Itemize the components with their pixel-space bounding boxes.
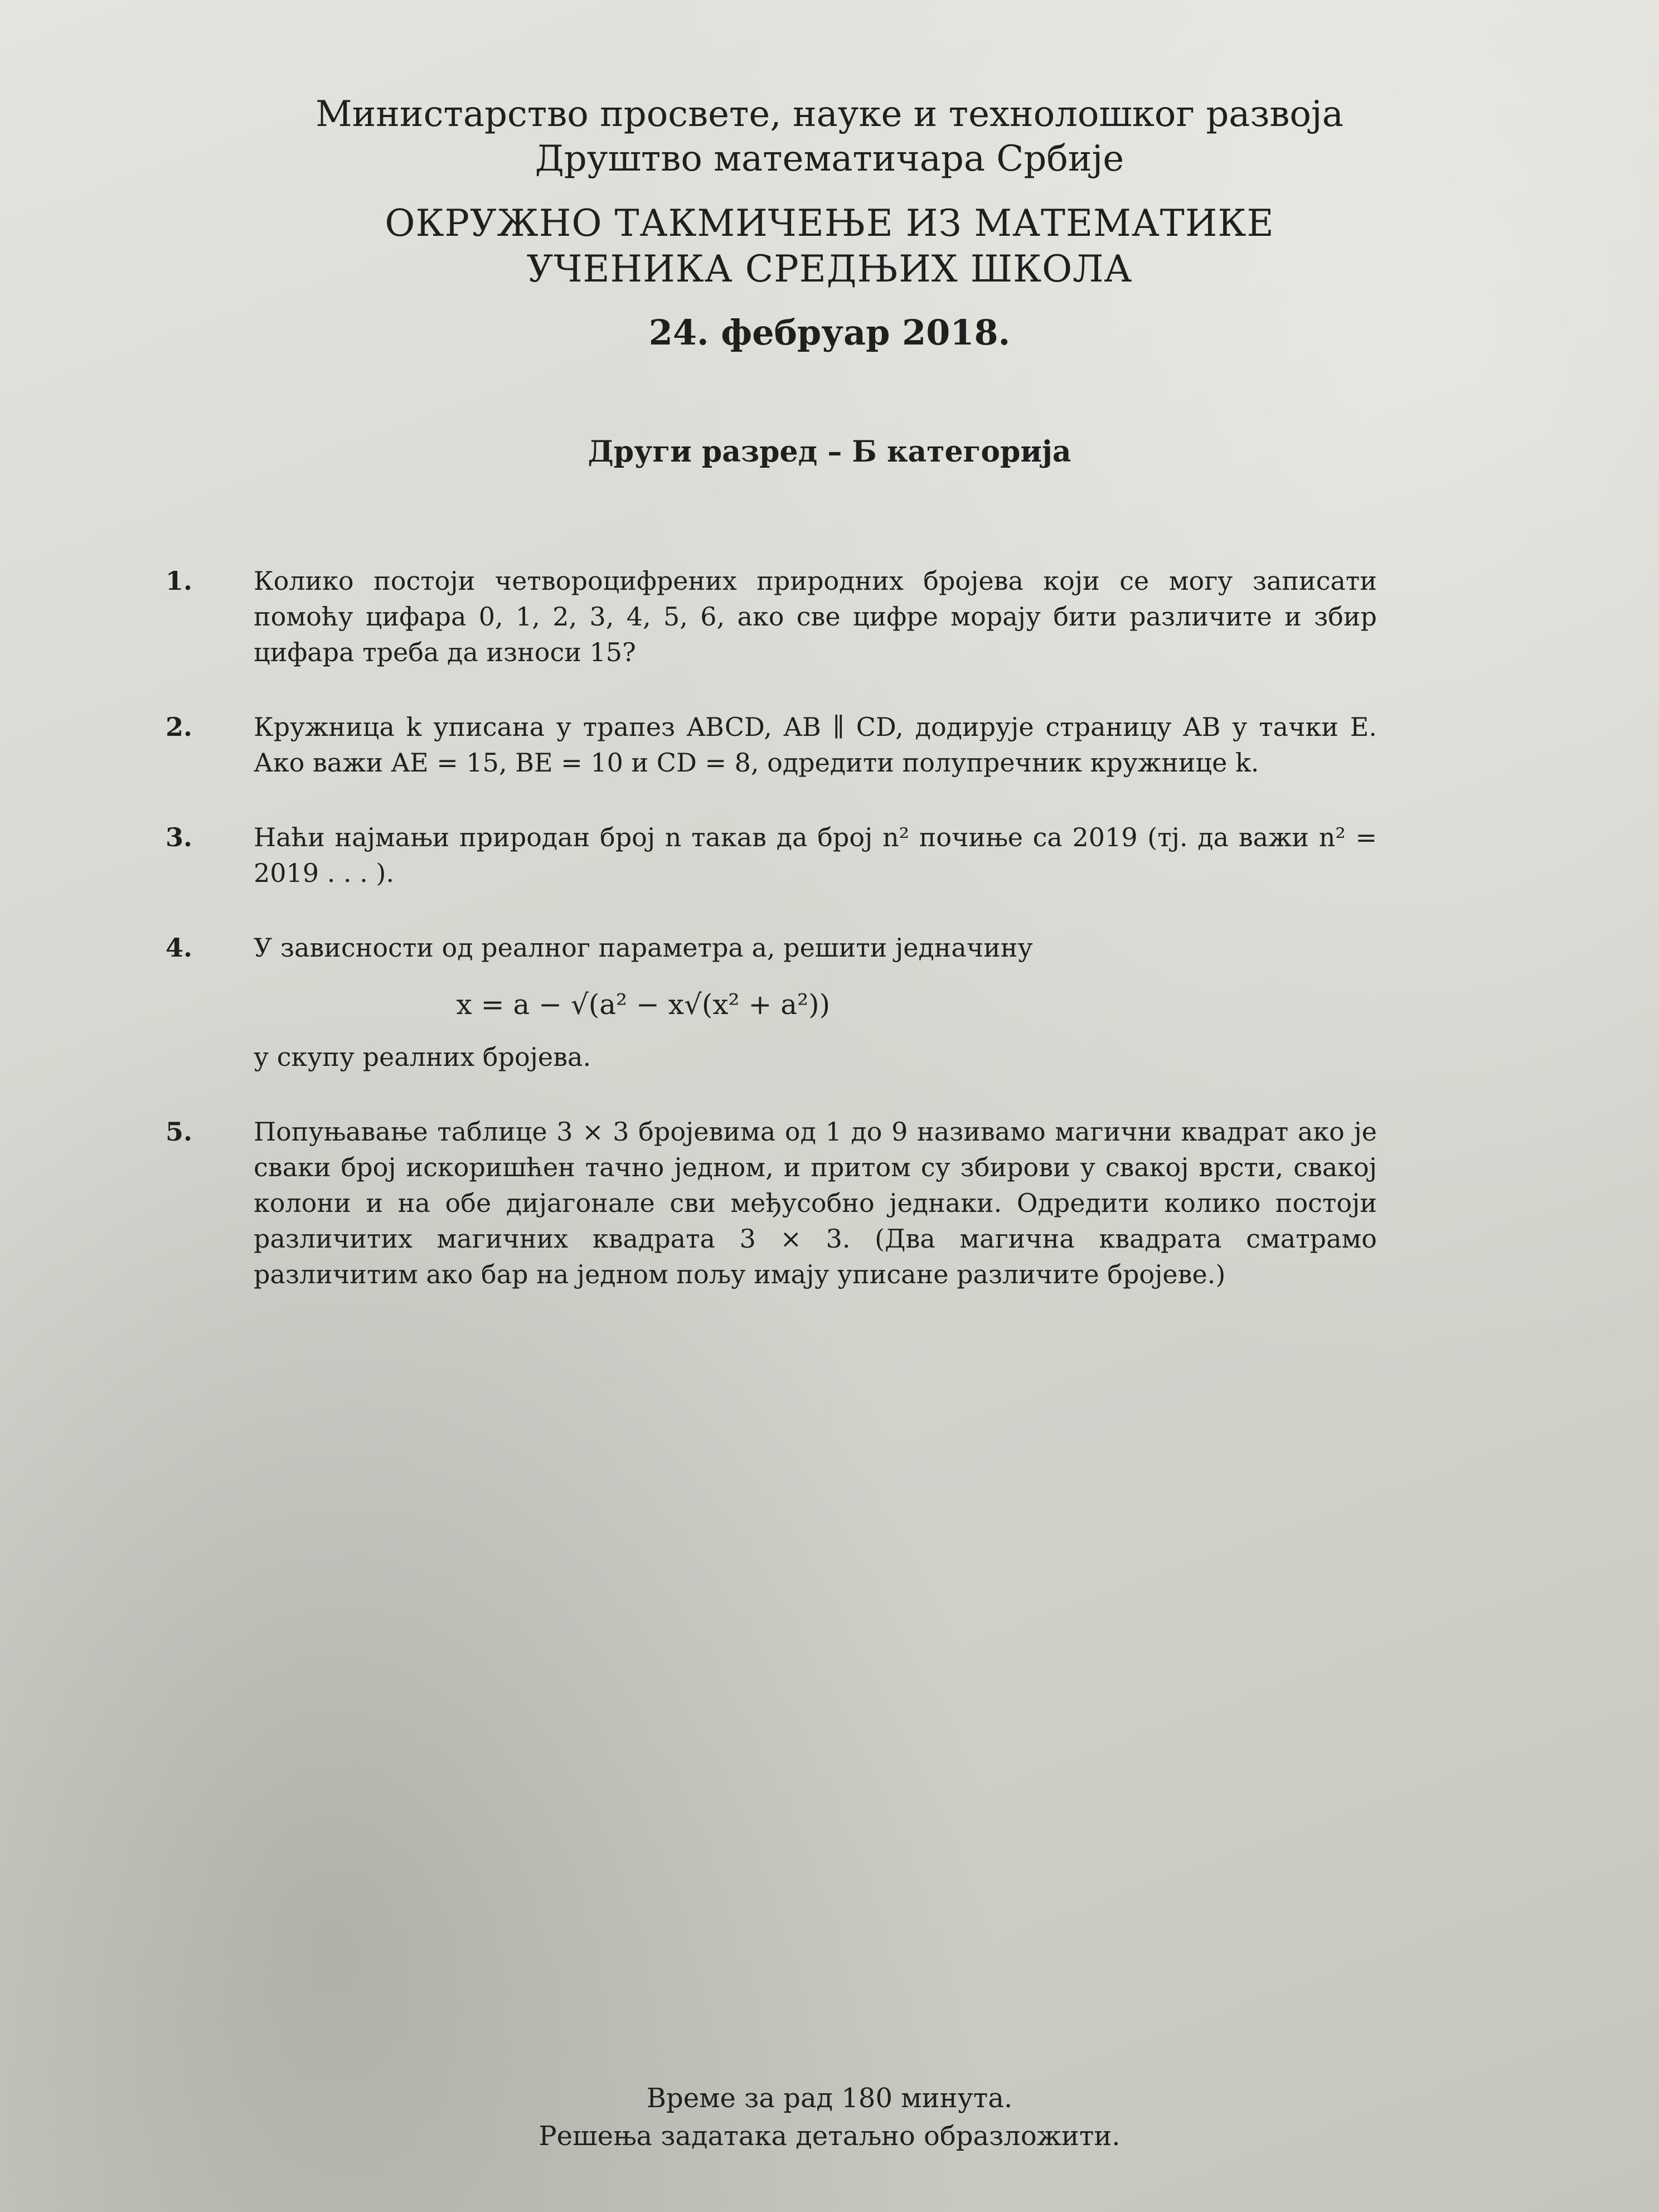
problem-2	[111, 709, 1377, 780]
footer	[0, 2079, 1659, 2155]
problem-text: Кружница k уписана у трапез ABCD, AB ∥ CD, додирује страницу AB у тачки E. Ако важи AE = 15, BE = 10 и CD = 8, одредити полупречник кружнице k.	[254, 712, 1377, 778]
problem-number: 3.	[165, 822, 192, 852]
competition-title-line-1: ОКРУЖНО ТАКМИЧЕЊЕ ИЗ МАТЕМАТИКЕ	[385, 202, 1274, 245]
problem-number: 5.	[165, 1117, 192, 1147]
problem-text: Попуњавање таблице 3 × 3 бројевима од 1 до 9 називамо магични квадрат ако је сваки број искоришћен тачно једном, и притом су збирови у свакој врсти, свакој колони и на обе дијагонале сви међусобно једнаки. Одредити колико постоји различитих магичних квадрата 3 × 3. (Два магична квадрата сматрамо различитим ако бар на једном пољу имају уписане различите бројеве.)	[254, 1117, 1377, 1289]
equation: x = a − √(a² − x√(x² + a²))	[456, 988, 831, 1021]
problem-5	[111, 1114, 1377, 1292]
exam-category: Други разред – Б категорија	[588, 435, 1071, 469]
problem-text: Колико постоји четвороцифрених природних бројева који се могу записати помоћу цифара 0, 1, 2, 3, 4, 5, 6, ако све цифре морају бити различите и збир цифара треба да износи 15?	[254, 566, 1377, 667]
institution-block	[0, 92, 1659, 181]
institution-ministry: Министарство просвете, науке и технолошког развоја	[316, 94, 1343, 135]
problem-text: У зависности од реалног параметра a, решити једначину	[254, 933, 1033, 963]
problem-number: 4.	[165, 933, 192, 963]
problem-text-after: у скупу реалних бројева.	[254, 1042, 591, 1072]
problem-number: 1.	[165, 566, 192, 596]
time-limit: Време за рад 180 минута.	[646, 2083, 1013, 2114]
problem-number: 2.	[165, 712, 192, 742]
instructions-note: Решења задатака детаљно образложити.	[539, 2121, 1120, 2152]
institution-society: Друштво математичара Србије	[535, 138, 1124, 180]
competition-title-line-2: УЧЕНИКА СРЕДЊИХ ШКОЛА	[526, 248, 1133, 290]
problem-3	[111, 819, 1377, 891]
problem-text: Наћи најмањи природан број n такав да број n² почиње са 2019 (тј. да важи n² = 2019 . . . ).	[254, 822, 1377, 888]
exam-date: 24. фебруар 2018.	[648, 312, 1011, 353]
competition-title	[0, 201, 1659, 292]
problem-list	[111, 563, 1377, 1331]
problem-1	[111, 563, 1377, 670]
problem-4	[111, 930, 1377, 1075]
